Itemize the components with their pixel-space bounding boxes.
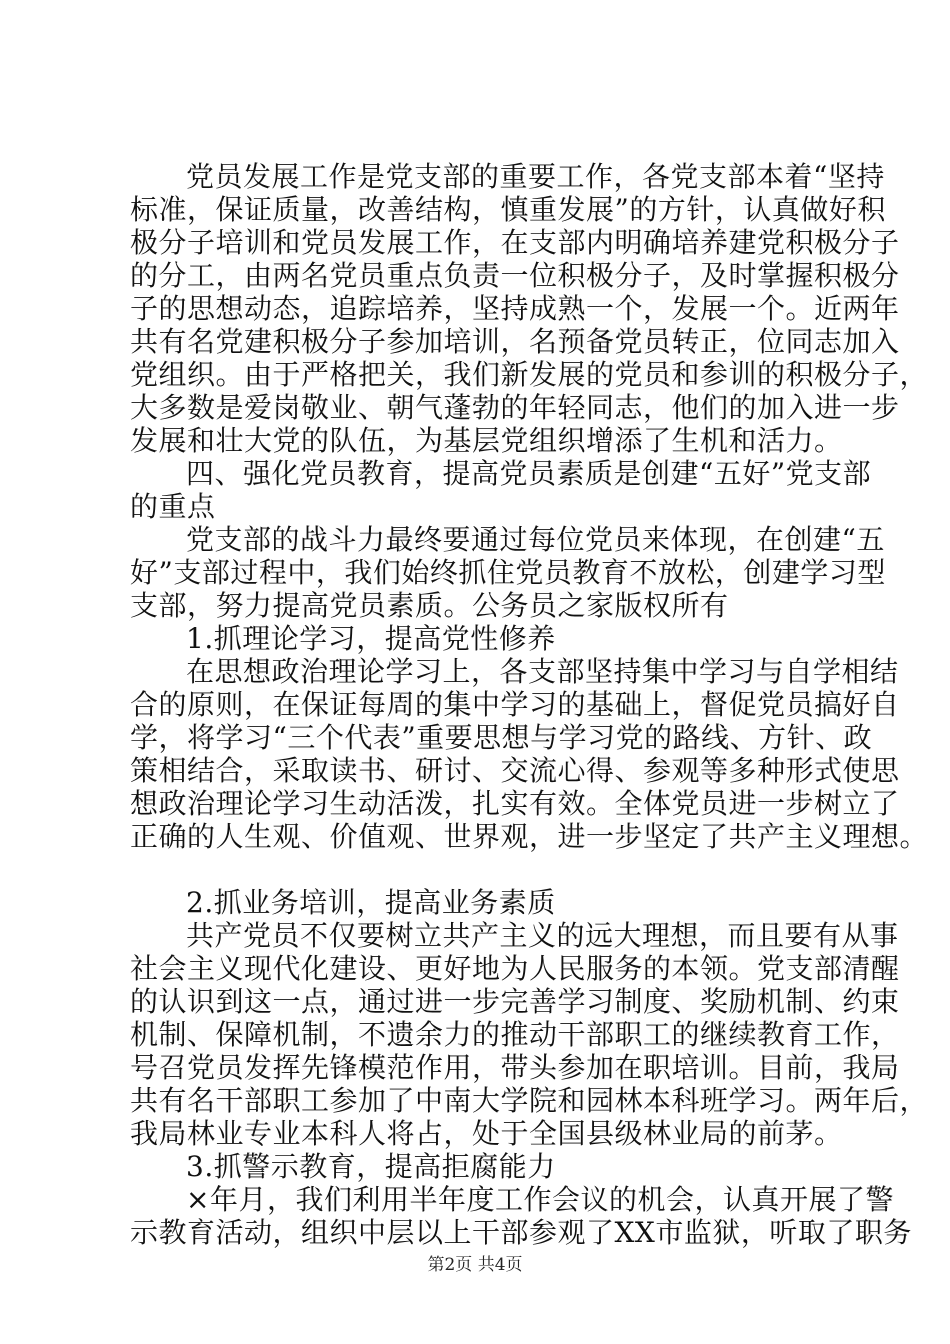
paragraph-line: 正确的人生观、价值观、世界观，进一步坚定了共产主义理想。 (130, 820, 929, 853)
paragraph-line: 支部，努力提高党员素质。公务员之家版权所有 (130, 589, 729, 622)
subsection-heading: 3.抓警示教育，提高拒腐能力 (186, 1150, 556, 1183)
subsection-heading: 2.抓业务培训，提高业务素质 (186, 886, 556, 919)
paragraph-line: 大多数是爱岗敬业、朝气蓬勃的年轻同志，他们的加入进一步 (130, 391, 900, 424)
page-number-footer: 第2页 共4页 (427, 1255, 523, 1275)
paragraph-line: ×年月，我们利用半年度工作会议的机会，认真开展了警 (186, 1183, 894, 1216)
paragraph-line: 共有名党建积极分子参加培训，名预备党员转正，位同志加入 (130, 325, 900, 358)
paragraph-line: 的分工，由两名党员重点负责一位积极分子，及时掌握积极分 (130, 259, 900, 292)
paragraph-spacer (130, 853, 850, 886)
paragraph-line: 的认识到这一点，通过进一步完善学习制度、奖励机制、约束 (130, 985, 900, 1018)
paragraph-line: 极分子培训和党员发展工作，在支部内明确培养建党积极分子 (130, 226, 900, 259)
document-body (130, 160, 929, 1249)
paragraph-line: 好”支部过程中，我们始终抓住党员教育不放松，创建学习型 (130, 556, 886, 589)
paragraph-line: 在思想政治理论学习上，各支部坚持集中学习与自学相结 (186, 655, 899, 688)
paragraph-line: 共有名干部职工参加了中南大学院和园林本科班学习。两年后， (130, 1084, 929, 1117)
paragraph-line: 党支部的战斗力最终要通过每位党员来体现，在创建“五 (186, 523, 885, 556)
paragraph-line: 我局林业专业本科人将占，处于全国县级林业局的前茅。 (130, 1117, 843, 1150)
paragraph-line: 合的原则，在保证每周的集中学习的基础上，督促党员搞好自 (130, 688, 900, 721)
section-heading: 四、强化党员教育，提高党员素质是创建“五好”党支部 (186, 457, 872, 490)
paragraph-line: 学，将学习“三个代表”重要思想与学习党的路线、方针、政 (130, 721, 873, 754)
paragraph-line: 党组织。由于严格把关，我们新发展的党员和参训的积极分子， (130, 358, 929, 391)
paragraph-line: 标准，保证质量，改善结构，慎重发展”的方针，认真做好积 (130, 193, 886, 226)
paragraph-line: 策相结合，采取读书、研讨、交流心得、参观等多种形式使思 (130, 754, 900, 787)
paragraph-line: 子的思想动态，追踪培养，坚持成熟一个，发展一个。近两年 (130, 292, 900, 325)
paragraph-line: 机制、保障机制，不遗余力的推动干部职工的继续教育工作， (130, 1018, 900, 1051)
paragraph-line: 共产党员不仅要树立共产主义的远大理想，而且要有从事 (186, 919, 899, 952)
paragraph-line: 发展和壮大党的队伍，为基层党组织增添了生机和活力。 (130, 424, 843, 457)
section-heading-continued: 的重点 (130, 490, 216, 523)
paragraph-line: 党员发展工作是党支部的重要工作，各党支部本着“坚持 (186, 160, 885, 193)
paragraph-line: 号召党员发挥先锋模范作用，带头参加在职培训。目前，我局 (130, 1051, 900, 1084)
paragraph-line: 社会主义现代化建设、更好地为人民服务的本领。党支部清醒 (130, 952, 900, 985)
subsection-heading: 1.抓理论学习，提高党性修养 (186, 622, 556, 655)
paragraph-line: 示教育活动，组织中层以上干部参观了XX市监狱，听取了职务 (130, 1216, 912, 1249)
paragraph-line: 想政治理论学习生动活泼，扎实有效。全体党员进一步树立了 (130, 787, 900, 820)
